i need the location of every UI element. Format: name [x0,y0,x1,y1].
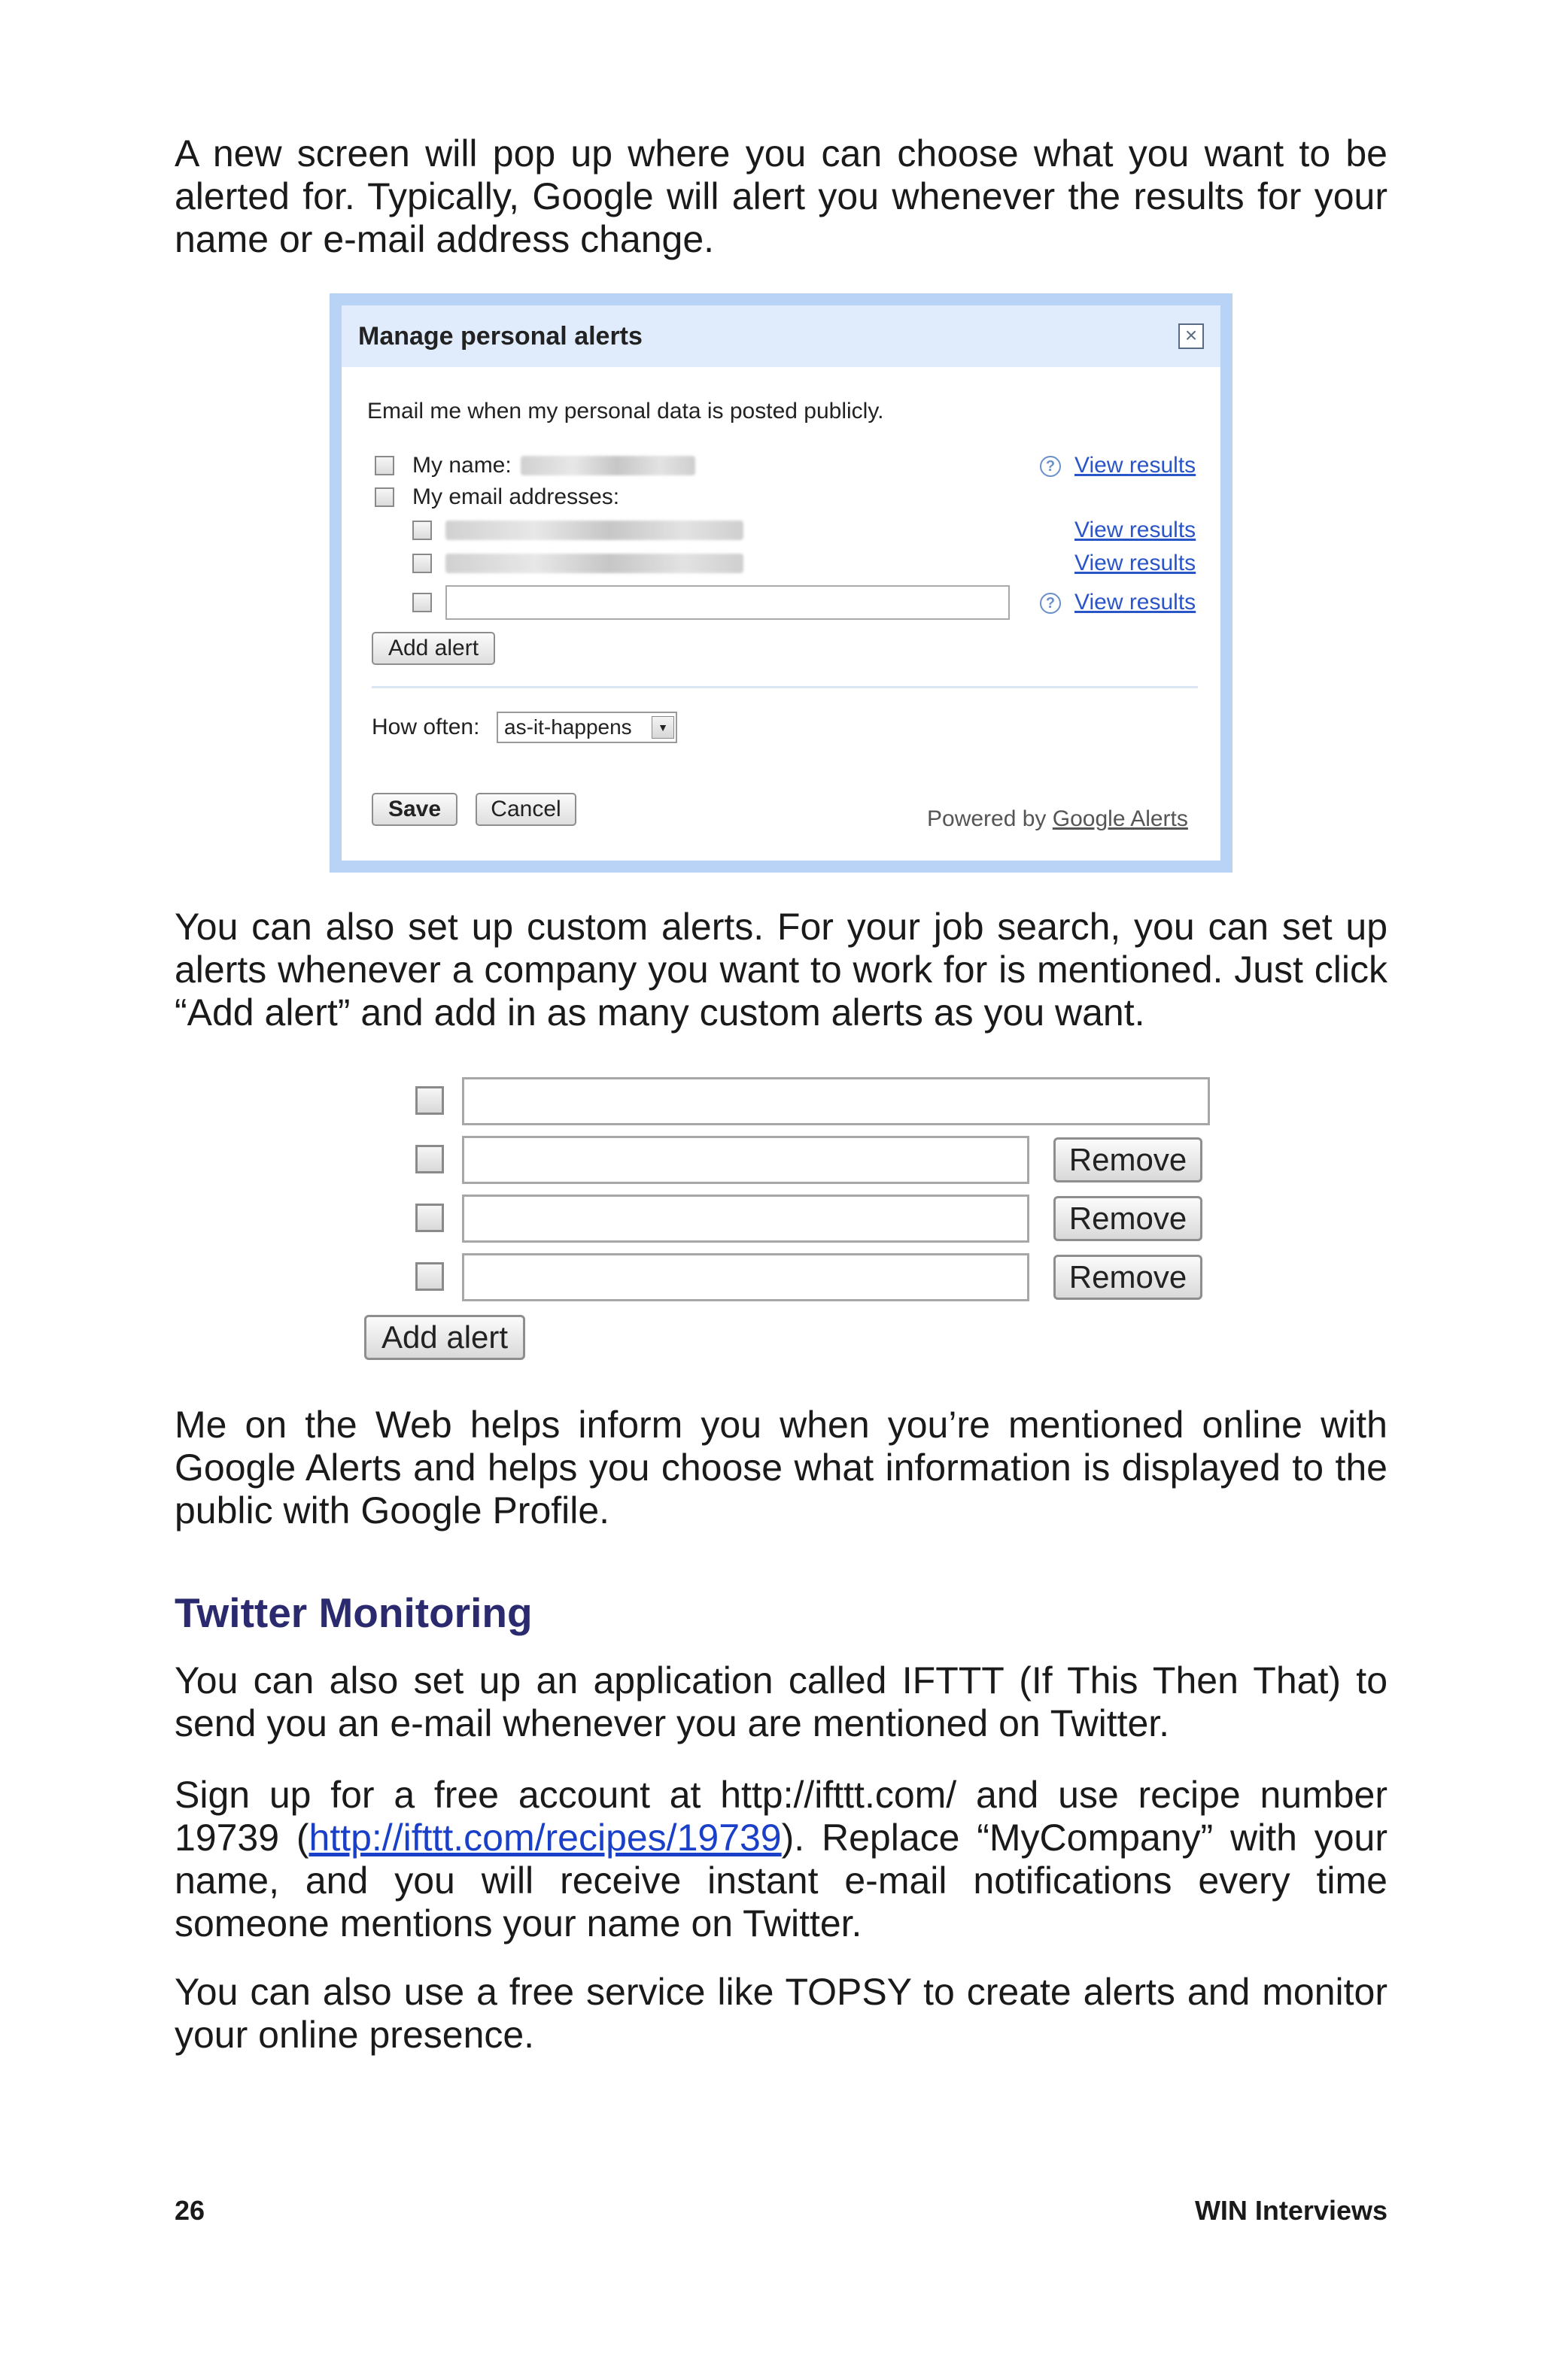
me-on-web-paragraph: Me on the Web helps inform you when you’re mentioned online with Google Alerts and helps you choose what information is displayed to the public with Google Profile. [175,1404,1388,1532]
custom-alert-checkbox[interactable] [415,1262,444,1291]
my-name-checkbox[interactable] [375,456,394,475]
custom-alert-checkbox[interactable] [415,1086,444,1115]
view-results-link-name[interactable]: View results [1074,453,1196,478]
email-1-checkbox[interactable] [412,521,432,540]
custom-alert-checkbox[interactable] [415,1145,444,1173]
intro-paragraph: A new screen will pop up where you can choose what you want to be alerted for. Typically, Google will alert you whenever the results for your name or e-mail address change. [175,132,1388,260]
add-alert-button[interactable]: Add alert [364,1315,525,1360]
help-icon[interactable]: ? [1040,456,1061,477]
remove-button[interactable]: Remove [1053,1255,1202,1300]
my-email-checkbox[interactable] [375,487,394,507]
recipe-link[interactable]: http://ifttt.com/recipes/19739 [309,1817,782,1859]
email-2-checkbox[interactable] [412,554,432,573]
custom-alert-input[interactable] [462,1077,1210,1125]
new-email-checkbox[interactable] [412,593,432,612]
signup-paragraph [175,1774,1388,1945]
redacted-name [521,456,695,475]
ifttt-paragraph: You can also set up an application called IFTTT (If This Then That) to send you an e-mail whenever you are mentioned on Twitter. [175,1659,1388,1744]
redacted-email-1 [445,521,743,540]
close-x-icon[interactable]: × [1178,323,1204,349]
cancel-button[interactable]: Cancel [476,793,576,826]
manage-alerts-screenshot [330,293,1232,873]
how-often-select[interactable] [497,712,677,743]
how-often-value: as-it-happens [504,715,632,739]
new-email-input[interactable] [445,585,1010,620]
save-button[interactable]: Save [372,793,457,826]
section-heading: Twitter Monitoring [175,1589,533,1636]
divider [372,686,1198,688]
powered-by-text [927,806,1188,832]
how-often-label: How often: [372,715,480,739]
view-results-link-email-1[interactable]: View results [1074,518,1196,542]
remove-button[interactable]: Remove [1053,1137,1202,1182]
chevron-down-icon: ▼ [652,716,674,739]
google-alerts-link[interactable]: Google Alerts [1052,806,1188,831]
custom-alerts-paragraph: You can also set up custom alerts. For your job search, you can set up alerts whenever a company you want to work for is mentioned. Just click “Add alert” and add in as many custom alerts as you want. [175,906,1388,1034]
custom-alert-checkbox[interactable] [415,1204,444,1232]
remove-button[interactable]: Remove [1053,1196,1202,1241]
redacted-email-2 [445,554,743,573]
custom-alert-input[interactable] [462,1136,1029,1184]
dialog-description: Email me when my personal data is posted publicly. [367,399,884,423]
my-name-label: My name: [412,453,512,478]
page-number: 26 [175,2195,205,2226]
custom-alert-input[interactable] [462,1253,1029,1301]
book-title: WIN Interviews [1194,2195,1388,2226]
custom-alert-input[interactable] [462,1195,1029,1243]
topsy-paragraph: You can also use a free service like TOPSY to create alerts and monitor your online presence. [175,1971,1388,2056]
dialog-header [342,305,1220,367]
add-alert-button[interactable]: Add alert [372,632,495,665]
my-email-label: My email addresses: [412,484,620,509]
manage-alerts-dialog [342,305,1220,861]
powered-by-label: Powered by [927,806,1047,831]
view-results-link-email-2[interactable]: View results [1074,551,1196,575]
dialog-title: Manage personal alerts [358,322,643,351]
signup-text-before: Sign up for a free account at http://ifttt.com/ and use recipe number 19739 ( [175,1774,1388,1859]
signup-text-after: ). Replace “MyCompany” with your name, and you will receive instant e-mail notifications every time someone mentions your name on Twitter. [175,1817,1388,1944]
view-results-link-new[interactable]: View results [1074,590,1196,615]
help-icon[interactable]: ? [1040,593,1061,614]
